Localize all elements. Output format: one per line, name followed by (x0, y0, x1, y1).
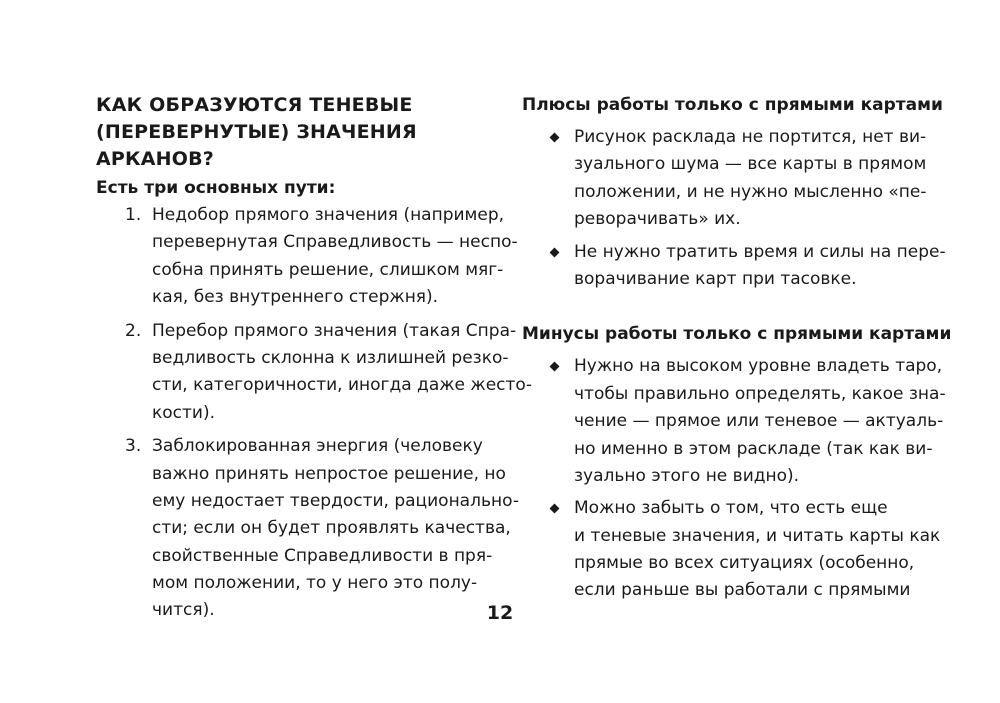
pros-bullet (522, 124, 927, 234)
item-line: чится). (152, 600, 215, 621)
bullet-line: зуально этого не видно). (574, 465, 800, 486)
bullet-line: если раньше вы работали с прямыми (574, 580, 911, 601)
item-line: Недобор прямого значения (например, (152, 205, 505, 225)
item-number: 2. (125, 320, 142, 341)
item-line: Перебор прямого значения (такая Спра- (152, 320, 517, 341)
diamond-bullet-icon (550, 247, 560, 257)
bullet-line: реворачивать» их. (574, 209, 741, 230)
item-line: свойственные Справедливости в пря- (152, 545, 493, 566)
item-line: собна принять решение, слишком мяг- (152, 259, 504, 280)
bullet-line: Можно забыть о том, что есть еще (574, 498, 888, 519)
bullet-line: Нужно на высоком уровне владеть таро, (574, 356, 943, 377)
bullet-line: Не нужно тратить время и силы на пере- (574, 241, 946, 262)
list-item (96, 318, 532, 428)
list-item (96, 202, 518, 312)
cons-heading: Минусы работы только с прямыми картами (522, 324, 952, 345)
right-column (522, 92, 952, 605)
item-number: 1. (125, 205, 142, 225)
bullet-line: зуального шума — все карты в прямом (574, 154, 927, 175)
cons-bullet (522, 495, 941, 605)
item-line: Заблокированная энергия (человеку (152, 436, 483, 457)
diamond-bullet-icon (550, 504, 560, 514)
item-line: ведливость склонна к излишней резко- (152, 347, 509, 368)
bullet-line: чтобы правильно определять, какое зна- (574, 383, 946, 404)
bullet-line: но именно в этом раскладе (так как ви- (574, 438, 933, 459)
item-line: сти, категоричности, иногда даже жесто- (152, 375, 532, 396)
pros-bullet (522, 239, 946, 294)
cons-bullet (522, 353, 946, 490)
page-number: 12 (486, 602, 514, 624)
bullet-line: ворачивание карт при тасовке. (574, 268, 857, 289)
bullet-line: чение — прямое или теневое — актуаль- (574, 411, 944, 432)
diamond-bullet-icon (550, 362, 560, 372)
item-line: кости). (152, 402, 216, 423)
bullet-line: Рисунок расклада не портится, нет ви- (574, 127, 927, 147)
item-line: ему недостает твердости, рациональнo- (152, 490, 519, 511)
item-line: важно принять непростое решение, но (152, 463, 506, 484)
title-line-1: КАК ОБРАЗУЮТСЯ ТЕНЕВЫЕ (96, 94, 413, 116)
diamond-bullet-icon (550, 133, 560, 143)
section-title (96, 92, 496, 173)
subtitle: Есть три основных пути: (96, 178, 336, 198)
bullet-line: положении, и не нужно мысленно «пе- (574, 181, 927, 202)
item-line: мом положении, то у него это полу- (152, 573, 478, 594)
pros-heading: Плюсы работы только с прямыми картами (522, 95, 943, 115)
bullet-line: прямые во всех ситуациях (особенно, (574, 553, 915, 574)
item-number: 3. (125, 436, 142, 457)
item-line: сти; если он будет проявлять качества, (152, 518, 511, 539)
item-line: перевернутая Справедливость — неспо- (152, 232, 518, 253)
bullet-line: и теневые значения, и читать карты как (574, 525, 941, 546)
item-line: кая, без внутреннего стержня). (152, 287, 439, 308)
title-line-2: (ПЕРЕВЕРНУТЫЕ) ЗНАЧЕНИЯ АРКАНОВ? (96, 121, 417, 170)
